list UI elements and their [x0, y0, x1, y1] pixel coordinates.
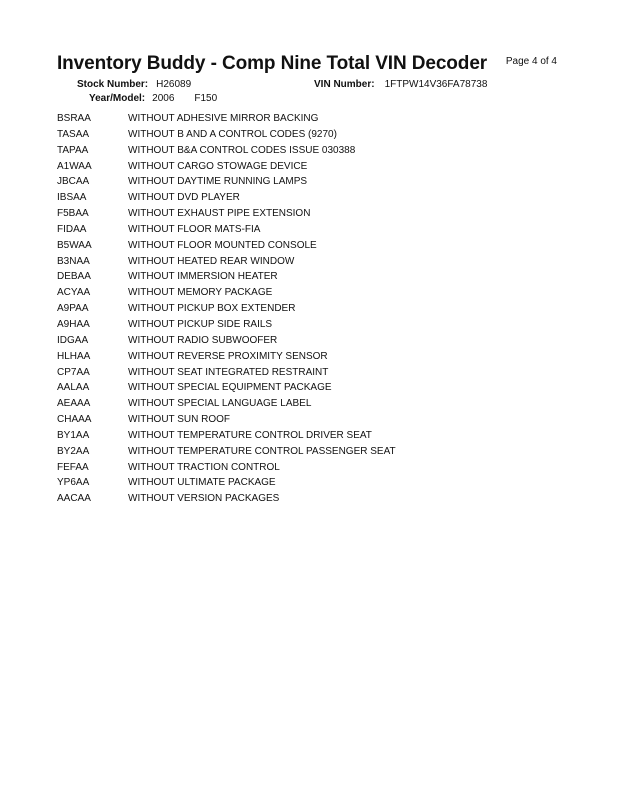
code-row — [57, 475, 396, 491]
option-code: A9HAA — [57, 318, 90, 330]
stock-number-line — [77, 79, 191, 90]
option-code: FIDAA — [57, 223, 87, 235]
option-description: WITHOUT DVD PLAYER — [128, 192, 240, 204]
option-description: WITHOUT SPECIAL LANGUAGE LABEL — [128, 398, 312, 410]
option-code: IBSAA — [57, 192, 87, 204]
option-description: WITHOUT ADHESIVE MIRROR BACKING — [128, 113, 319, 124]
option-code: FEFAA — [57, 461, 89, 473]
option-code: IDGAA — [57, 334, 89, 346]
code-row — [57, 444, 396, 460]
code-row — [57, 365, 396, 381]
option-code: CHAAA — [57, 414, 92, 426]
option-description: WITHOUT B AND A CONTROL CODES (9270) — [128, 128, 337, 140]
code-row — [57, 127, 396, 143]
stock-number-label: Stock Number: — [77, 79, 149, 90]
option-code-list — [57, 111, 396, 507]
vin-number-line — [314, 79, 487, 90]
option-code: CP7AA — [57, 366, 90, 378]
code-row — [57, 349, 396, 365]
code-row — [57, 111, 396, 127]
code-row — [57, 269, 396, 285]
option-description: WITHOUT ULTIMATE PACKAGE — [128, 477, 276, 489]
code-row — [57, 380, 396, 396]
option-description: WITHOUT SUN ROOF — [128, 414, 231, 426]
option-description: WITHOUT FLOOR MATS-FIA — [128, 223, 261, 235]
code-row — [57, 238, 396, 254]
option-code: TASAA — [57, 128, 90, 140]
code-row — [57, 396, 396, 412]
option-code: A9PAA — [57, 303, 89, 315]
year-value: 2006 — [152, 93, 175, 104]
option-code: ACYAA — [57, 287, 91, 299]
vin-number-label: VIN Number: — [314, 79, 375, 90]
model-value: F150 — [194, 93, 218, 104]
option-description: WITHOUT DAYTIME RUNNING LAMPS — [128, 176, 308, 188]
code-row — [57, 222, 396, 238]
code-row — [57, 428, 396, 444]
page-number: Page 4 of 4 — [505, 56, 557, 67]
option-code: AEAAA — [57, 398, 91, 410]
code-row — [57, 254, 396, 270]
vin-number-value: 1FTPW14V36FA78738 — [384, 79, 488, 90]
option-description: WITHOUT RADIO SUBWOOFER — [128, 334, 278, 346]
code-row — [57, 460, 396, 476]
option-description: WITHOUT VERSION PACKAGES — [128, 493, 280, 505]
option-code: HLHAA — [57, 350, 91, 362]
code-row — [57, 491, 396, 507]
option-code: YP6AA — [57, 477, 90, 489]
option-description: WITHOUT IMMERSION HEATER — [128, 271, 278, 283]
option-description: WITHOUT TEMPERATURE CONTROL PASSENGER SEAT — [128, 445, 396, 457]
stock-number-value: H26089 — [156, 79, 192, 90]
option-description: WITHOUT FLOOR MOUNTED CONSOLE — [128, 239, 317, 251]
option-description: WITHOUT MEMORY PACKAGE — [128, 287, 273, 299]
option-code: B5WAA — [57, 239, 92, 251]
option-description: WITHOUT PICKUP SIDE RAILS — [128, 318, 273, 330]
option-code: AACAA — [57, 493, 91, 505]
option-code: TAPAA — [57, 144, 89, 156]
option-code: B3NAA — [57, 255, 90, 267]
option-description: WITHOUT EXHAUST PIPE EXTENSION — [128, 208, 311, 220]
code-row — [57, 206, 396, 222]
option-description: WITHOUT SPECIAL EQUIPMENT PACKAGE — [128, 382, 332, 394]
option-code: DEBAA — [57, 271, 91, 283]
option-description: WITHOUT TEMPERATURE CONTROL DRIVER SEAT — [128, 429, 372, 441]
code-row — [57, 412, 396, 428]
option-code: BY2AA — [57, 445, 90, 457]
option-code: BSRAA — [57, 113, 91, 124]
code-row — [57, 174, 396, 190]
option-description: WITHOUT CARGO STOWAGE DEVICE — [128, 160, 308, 172]
option-description: WITHOUT SEAT INTEGRATED RESTRAINT — [128, 366, 329, 378]
option-code: JBCAA — [57, 176, 90, 188]
document-title: Inventory Buddy - Comp Nine Total VIN Decoder — [57, 53, 488, 74]
option-code: F5BAA — [57, 208, 89, 220]
code-row — [57, 317, 396, 333]
code-row — [57, 143, 396, 159]
year-model-line — [89, 93, 217, 104]
option-code: A1WAA — [57, 160, 92, 172]
option-description: WITHOUT REVERSE PROXIMITY SENSOR — [128, 350, 328, 362]
option-description: WITHOUT HEATED REAR WINDOW — [128, 255, 295, 267]
code-row — [57, 285, 396, 301]
option-description: WITHOUT TRACTION CONTROL — [128, 461, 280, 473]
option-description: WITHOUT PICKUP BOX EXTENDER — [128, 303, 296, 315]
option-code: BY1AA — [57, 429, 90, 441]
year-model-label: Year/Model: — [89, 93, 146, 104]
code-row — [57, 159, 396, 175]
code-row — [57, 301, 396, 317]
option-description: WITHOUT B&A CONTROL CODES ISSUE 030388 — [128, 144, 356, 156]
code-row — [57, 333, 396, 349]
code-row — [57, 190, 396, 206]
option-code: AALAA — [57, 382, 90, 394]
